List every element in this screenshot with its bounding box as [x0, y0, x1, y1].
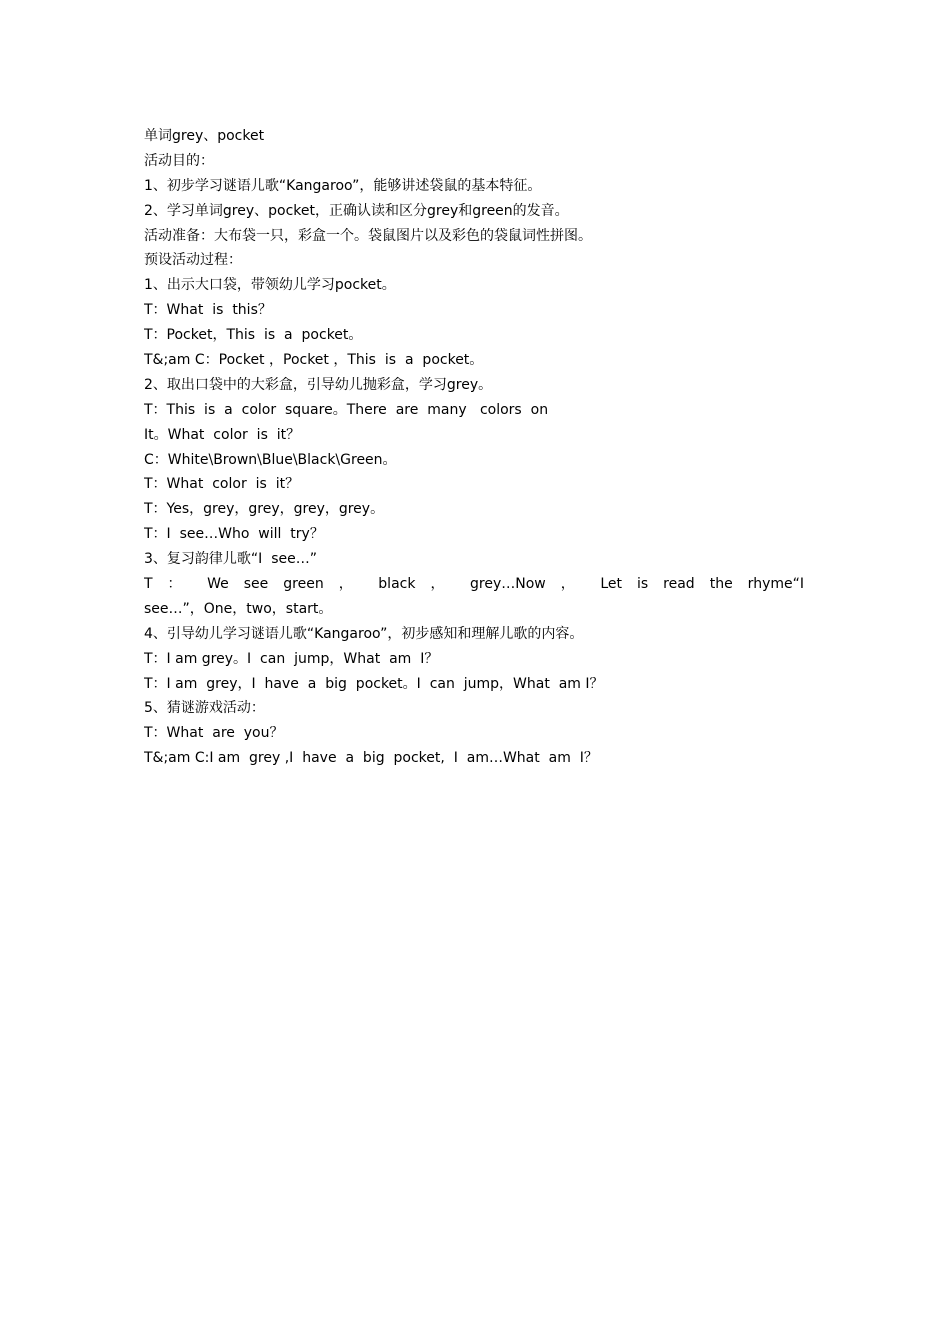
dialogue-line: T：This is a color square。There are many colors on [144, 401, 549, 418]
step-1: 1、出示大口袋，带领幼儿学习pocket。 [144, 277, 396, 294]
dialogue-line: T&;am C：Pocket ，Pocket ，This is a pocket。 [144, 352, 484, 369]
step-2: 2、取出口袋中的大彩盒，引导幼儿抛彩盒，学习grey。 [144, 376, 493, 393]
step-3: 3、复习韵律儿歌“I see…” [144, 551, 317, 568]
dialogue-line: T&;am C:I am grey ,I have a big pocket, I am…What am I？ [144, 750, 598, 767]
dialogue-line-justified: T ： We see green ， black ， grey…Now ， Let is read the rhyme“I [144, 576, 804, 593]
dialogue-line: T：I am grey。I can jump，What am I？ [144, 650, 439, 667]
process-heading: 预设活动过程： [144, 252, 242, 269]
dialogue-line: T：Yes，grey，grey，grey，grey。 [144, 501, 385, 518]
dialogue-line: T：What are you？ [144, 725, 284, 742]
step-4: 4、引导幼儿学习谜语儿歌“Kangaroo”，初步感知和理解儿歌的内容。 [144, 625, 584, 642]
dialogue-line: It。What color is it？ [144, 426, 301, 443]
dialogue-line: T：What color is it？ [144, 476, 300, 493]
dialogue-line: T：What is this？ [144, 302, 272, 319]
dialogue-line: C：White\Brown\Blue\Black\Green。 [144, 451, 397, 468]
step-5: 5、猜谜游戏活动： [144, 700, 265, 717]
document-body [144, 124, 804, 771]
dialogue-line: T：Pocket，This is a pocket。 [144, 327, 363, 344]
goal-2: 2、学习单词grey、pocket，正确认读和区分grey和green的发音。 [144, 202, 569, 219]
dialogue-line: T：I see…Who will try？ [144, 526, 324, 543]
goals-heading: 活动目的： [144, 152, 214, 169]
dialogue-line: T：I am grey，I have a big pocket。I can jump，What am I？ [144, 675, 604, 692]
preparation: 活动准备：大布袋一只，彩盒一个。袋鼠图片以及彩色的袋鼠词性拼图。 [144, 227, 592, 244]
goal-1: 1、初步学习谜语儿歌“Kangaroo”，能够讲述袋鼠的基本特征。 [144, 177, 542, 194]
dialogue-line: see…”，One，two，start。 [144, 600, 333, 617]
lesson-title: 单词grey、pocket [144, 128, 265, 144]
